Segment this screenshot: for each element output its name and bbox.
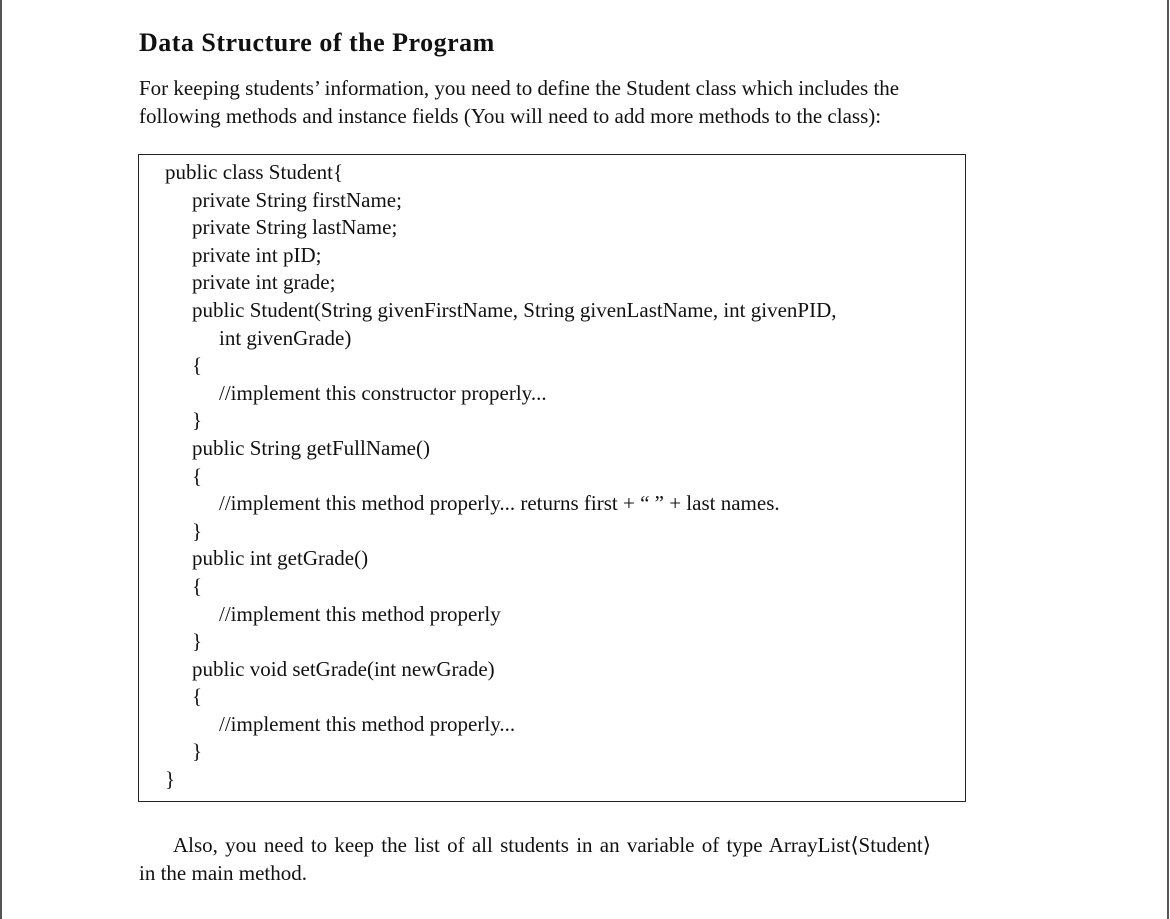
- code-line: int givenGrade): [219, 325, 352, 350]
- code-line: private String lastName;: [192, 215, 398, 240]
- code-line: public void setGrade(int newGrade): [192, 656, 495, 681]
- code-line: private int grade;: [192, 270, 336, 295]
- intro-paragraph: [139, 74, 1019, 130]
- code-line: public Student(String givenFirstName, String givenLastName, int givenPID,: [192, 297, 837, 322]
- page-edge-left: [0, 0, 2, 919]
- code-line: }: [192, 518, 203, 543]
- code-line: //implement this constructor properly...: [219, 380, 547, 405]
- code-line: {: [192, 573, 203, 598]
- code-line: {: [192, 684, 203, 709]
- footer-line: Also, you need to keep the list of all students in an variable of type ArrayList⟨Student⟩: [173, 833, 931, 857]
- code-line: public class Student{: [165, 160, 344, 184]
- code-line: {: [192, 353, 203, 378]
- page-edge-right: [1167, 0, 1169, 919]
- code-line: //implement this method properly...: [219, 711, 516, 736]
- code-line: //implement this method properly... returns first + “ ” + last names.: [219, 491, 780, 516]
- code-box: [138, 154, 966, 802]
- code-line: }: [192, 408, 203, 433]
- intro-line: For keeping students’ information, you need to define the Student class which includes the: [139, 76, 900, 100]
- code-line: }: [192, 739, 203, 764]
- code-line: //implement this method properly: [219, 601, 501, 626]
- code-line: private int pID;: [192, 242, 322, 267]
- code-line: public String getFullName(): [192, 435, 430, 460]
- footer-line: in the main method.: [139, 861, 307, 885]
- code-line: {: [192, 463, 203, 488]
- code-line: }: [165, 767, 176, 792]
- code-line: private String firstName;: [192, 187, 402, 212]
- code-listing: [165, 159, 837, 794]
- code-line: public int getGrade(): [192, 546, 369, 571]
- footer-paragraph: [139, 831, 1029, 887]
- section-heading: Data Structure of the Program: [139, 28, 495, 57]
- code-line: }: [192, 629, 203, 654]
- intro-line: following methods and instance fields (You will need to add more methods to the class):: [139, 104, 882, 128]
